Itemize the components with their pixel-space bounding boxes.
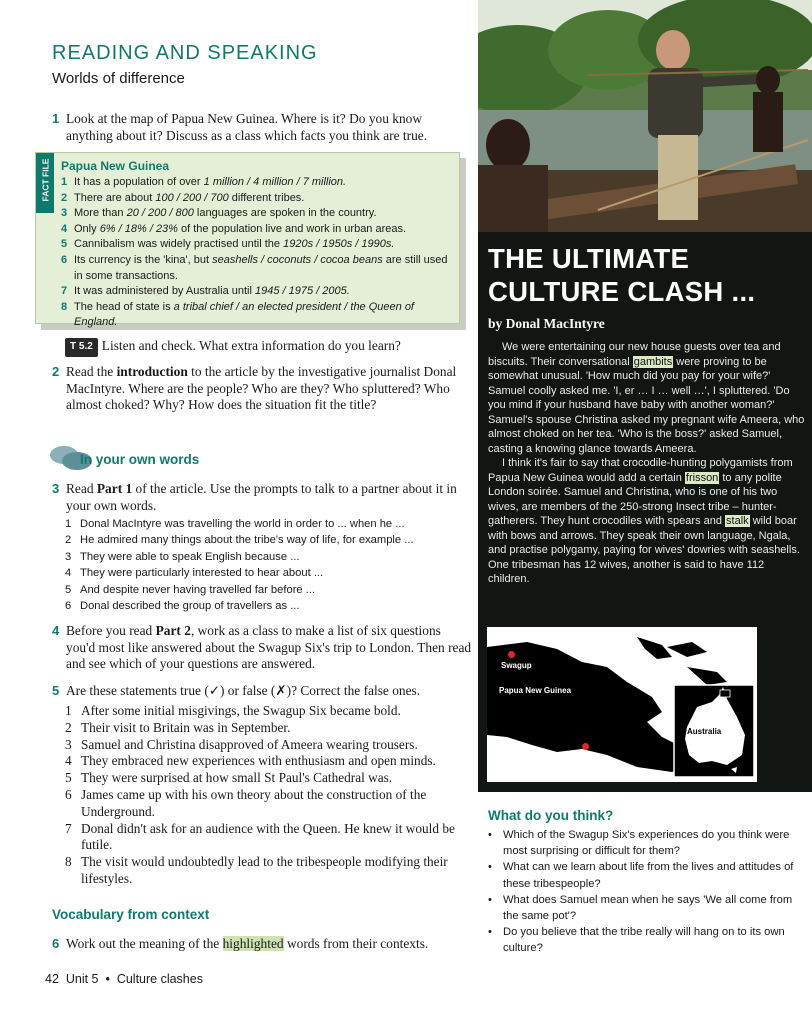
fact-item (61, 175, 456, 191)
prompt-number: 1 (65, 518, 72, 530)
statement-text: They were surprised at how small St Paul's Cathedral was. (81, 770, 393, 786)
prompt-item (65, 532, 465, 548)
page-footer (45, 972, 203, 986)
statement-item (65, 821, 475, 855)
task-number: 5 (52, 683, 60, 698)
task-text (52, 623, 472, 673)
fact-options: seashells / coconuts / cocoa beans (212, 253, 383, 266)
map-label-swagup: Swagup (501, 661, 532, 670)
task-number: 2 (52, 364, 60, 379)
prompt-number: 5 (65, 583, 72, 596)
prompt-text: They were particularly interested to hear about ... (80, 567, 324, 580)
prompt-text: Donal described the group of travellers as ... (80, 600, 300, 613)
prompt-item (65, 598, 465, 614)
footer-separator: • (105, 972, 110, 986)
fact-file-tab-label: FACT FILE (40, 158, 51, 202)
article-body (488, 340, 806, 587)
banner-label: In your own words (80, 452, 200, 467)
statement-number: 5 (65, 770, 72, 786)
in-your-own-words-banner (50, 444, 250, 472)
discussion-heading: What do you think? (488, 808, 614, 823)
fact-text: It was administered by Australia until (74, 285, 255, 298)
section-subheading: Worlds of difference (52, 70, 185, 87)
text-run: Before you read (66, 623, 156, 638)
fact-options: 1920s / 1950s / 1990s. (283, 238, 395, 251)
unit-topic: Culture clashes (116, 972, 203, 986)
discussion-item: • Do you believe that the tribe really will hang on to its own culture? (488, 924, 808, 956)
fact-options: 1945 / 1975 / 2005. (254, 285, 350, 298)
fact-text: different tribes. (228, 191, 305, 204)
prompt-item (65, 582, 465, 598)
article-title-line: CULTURE CLASH ... (488, 276, 756, 307)
text-run: to the article by the investigative journalist Donal MacIntyre. Where are the people? Who are they? Who spluttered? Who almost choked? Why? How does the situation fit the title? (66, 364, 457, 412)
discussion-item: • What can we learn about life from the lives and attitudes of these tribespeople? (488, 859, 808, 891)
fact-text: Only (74, 222, 100, 235)
task-number: 1 (52, 111, 60, 126)
fact-number: 2 (61, 191, 68, 204)
text-run: Work out the meaning of the (66, 936, 223, 951)
statement-number: 1 (65, 703, 72, 718)
text-run: were proving to be somewhat unusual. 'How much did you pay for your wife?' Samuel coolly asked me. 'I, er … I … well …', I spluttered. 'Do you mind if your husband have baby with another woman?' Samuel's spouse Christina asked my pregnant wife Ameera, who almost choked on her tea. 'Who is the boss?' asked Samuel, casting a knowing glance towards Ameera. (488, 355, 805, 455)
listen-text: Listen and check. What extra information do you learn? (101, 338, 401, 353)
swagup-location-dot (508, 651, 515, 658)
statement-item (65, 770, 475, 787)
statement-text: James came up with his own theory about the construction of the Underground. (81, 786, 427, 819)
statement-item (65, 854, 475, 888)
article-byline: by Donal MacIntyre (488, 316, 605, 331)
papua-new-guinea-map (487, 627, 757, 782)
fact-text: Cannibalism was widely practised until the (74, 238, 284, 251)
audio-track-label[interactable]: T 5.2 (65, 338, 98, 357)
fact-file-list (61, 175, 456, 331)
task-text (52, 936, 472, 953)
fact-text: of the population live and work in urban areas. (177, 222, 407, 235)
highlighted-word: frisson (685, 471, 719, 484)
text-run: I think it's fair to say that crocodile-hunting polygamists from Papua New Guinea would add a certain (488, 457, 793, 484)
statement-number: 7 (65, 820, 72, 836)
statement-text: After some initial misgivings, the Swagup Six became bold. (81, 703, 401, 718)
vocabulary-heading: Vocabulary from context (52, 907, 210, 922)
prompt-number: 2 (65, 534, 72, 547)
text-run: Read the (66, 364, 117, 379)
map-label-png: Papua New Guinea (499, 686, 572, 695)
statement-text: Donal didn't ask for an audience with the Queen. He knew it would be futile. (81, 820, 455, 853)
hunters-photo-illustration (478, 0, 812, 232)
text-run: to any polite London soirée. Samuel and Christina, who is one of his two wives, are members of the 250-strong Insect tribe – hunter-gatherers. They hunt crocodiles with spears and (488, 471, 782, 527)
statement-text: They embraced new experiences with enthusiasm and open minds. (81, 753, 436, 769)
map-label-port: Port Mosby (547, 752, 591, 761)
fact-number: 3 (61, 207, 68, 220)
fact-options: a tribal chief / an elected president / the Queen of England. (74, 300, 414, 329)
task-5 (52, 683, 472, 700)
prompt-text: He admired many things about the tribe's way of life, for example ... (80, 534, 414, 547)
map-graphic (487, 627, 757, 782)
statement-text: Samuel and Christina disapproved of Ameera wearing trousers. (81, 736, 418, 752)
port-moresby-location-dot (582, 743, 589, 750)
highlighted-word: stalk (726, 515, 749, 527)
task-text: Are these statements true (✓) or false (✗)? Correct the false ones. (66, 683, 421, 698)
article-title (488, 242, 755, 308)
task-1 (52, 111, 472, 144)
highlighted-word: highlighted (222, 936, 284, 951)
text-run: words from their contexts. (283, 936, 429, 951)
text-run: Read (66, 481, 97, 496)
fact-options: 6% / 18% / 23% (99, 222, 178, 235)
listen-task (65, 338, 475, 357)
prompt-text: They were able to speak English because ... (80, 550, 300, 563)
fact-item (61, 191, 456, 207)
statement-list (65, 703, 475, 888)
text-bold: Part 2 (155, 623, 191, 638)
prompt-list (65, 516, 465, 614)
fact-text: More than (74, 207, 127, 220)
statement-number: 6 (65, 786, 72, 802)
fact-number: 1 (61, 176, 68, 188)
task-number: 3 (52, 481, 60, 496)
statement-number: 4 (65, 753, 72, 769)
task-number: 4 (52, 623, 60, 638)
article-paragraph (488, 340, 806, 456)
prompt-item (65, 565, 465, 581)
article-paragraph (488, 456, 806, 587)
discussion-item: • What does Samuel mean when he says 'We all come from the same pot'? (488, 892, 808, 924)
prompt-text: Donal MacIntyre was travelling the world in order to ... when he ... (80, 518, 405, 530)
statement-text: The visit would undoubtedly lead to the tribespeople modifying their lifestyles. (81, 854, 448, 886)
statement-number: 2 (65, 719, 72, 735)
discussion-box (488, 808, 808, 957)
fact-text: languages are spoken in the country. (193, 207, 377, 220)
statement-number: 8 (65, 854, 72, 870)
article-photo (478, 0, 812, 232)
fact-number: 5 (61, 238, 68, 251)
prompt-number: 6 (65, 600, 72, 613)
statement-text: Their visit to Britain was in September. (81, 719, 291, 735)
statement-item (65, 720, 475, 737)
fact-text: There are about (74, 191, 156, 204)
task-6 (52, 936, 472, 953)
fact-options: 1 million / 4 million / 7 million. (203, 176, 347, 188)
page-number: 42 (45, 972, 59, 986)
highlighted-word: gambits (633, 355, 673, 368)
task-text: Look at the map of Papua New Guinea. Where is it? Do you know anything about it? Discuss as a class which facts you think are true. (66, 111, 428, 143)
fact-item (61, 222, 456, 238)
statement-item (65, 737, 475, 754)
section-heading: READING AND SPEAKING (52, 42, 318, 64)
task-text (52, 364, 472, 414)
fact-file-box (35, 152, 460, 329)
text-bold: Part 1 (96, 481, 133, 496)
fact-number: 6 (61, 253, 68, 266)
fact-number: 8 (61, 300, 68, 313)
fact-number: 7 (61, 285, 68, 298)
fact-item (61, 237, 456, 253)
fact-text: Its currency is the 'kina', but (74, 253, 213, 266)
fact-file-title: Papua New Guinea (61, 159, 170, 173)
fact-text: It has a population of over (74, 176, 204, 188)
prompt-number: 3 (65, 550, 72, 563)
statement-number: 3 (65, 736, 72, 752)
fact-text: are still used in some transactions. (74, 253, 448, 282)
discussion-list (488, 827, 808, 957)
fact-file-tab (36, 153, 54, 213)
text-bold: introduction (116, 364, 188, 379)
fact-file (35, 152, 460, 329)
task-2 (52, 364, 472, 414)
task-text (52, 481, 472, 514)
statement-item (65, 753, 475, 770)
text-run: We were entertaining our new house guests over tea and biscuits. Their conversational (488, 341, 781, 368)
fact-options: 20 / 200 / 800 (126, 207, 194, 220)
fact-options: 100 / 200 / 700 (155, 191, 229, 204)
fact-item (61, 300, 456, 331)
statement-item (65, 787, 475, 821)
prompt-text: And despite never having travelled far before ... (80, 583, 316, 596)
task-number: 6 (52, 936, 60, 951)
fact-item (61, 284, 456, 300)
text-run: , work as a class to make a list of six questions you'd most like answered about the Swagup Six's trip to London. Then read and see which of your questions are answered. (66, 623, 472, 671)
task-3 (52, 481, 472, 514)
prompt-number: 4 (65, 567, 72, 580)
text-run: wild boar with bows and arrows. They speak their own language, Ngala, and practise polygamy, paying for wives' dowries with seashells. One tribesman has 12 wives, another is said to have 112 children. (488, 515, 800, 585)
discussion-item: • Which of the Swagup Six's experiences do you think were most surprising or difficult for them? (488, 827, 808, 859)
prompt-item (65, 549, 465, 565)
prompt-item (65, 516, 465, 532)
fact-item (61, 206, 456, 222)
fact-text: The head of state is (74, 300, 174, 313)
statement-item (65, 703, 475, 720)
fact-item (61, 253, 456, 284)
map-label-australia: Australia (687, 727, 722, 736)
task-4 (52, 623, 472, 673)
unit-label: Unit 5 (65, 972, 99, 986)
text-run: of the article. Use the prompts to talk to a partner about it in your own words. (66, 481, 457, 513)
article-title-line: THE ULTIMATE (488, 243, 690, 274)
fact-number: 4 (61, 222, 68, 235)
